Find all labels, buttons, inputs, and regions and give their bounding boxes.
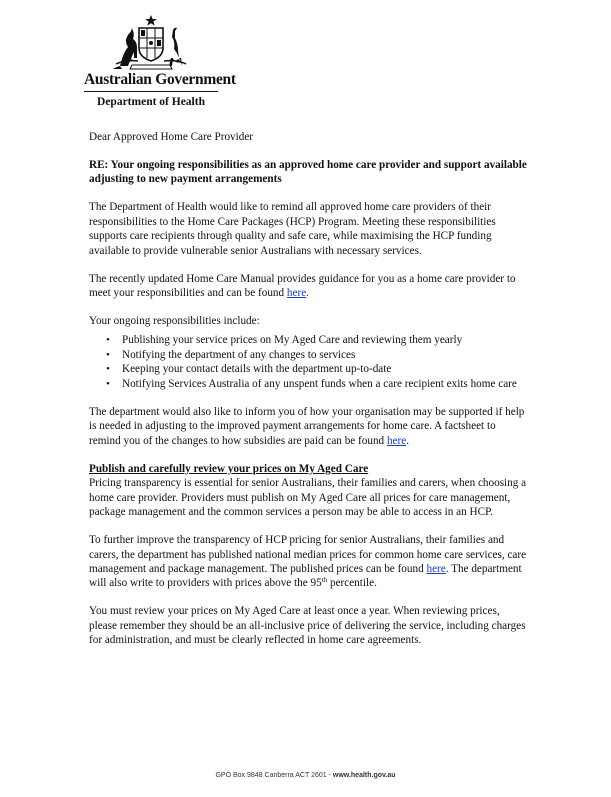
footer-website-link[interactable]: www.health.gov.au	[332, 772, 396, 779]
responsibilities-intro: Your ongoing responsibilities include:	[89, 315, 260, 328]
letterhead-divider	[84, 91, 218, 92]
pricing-paragraph: Pricing transparency is essential for senior Australians, their families and carers, when choosing a home care provider. Providers must publish on My Aged Care all prices for care management, package management and the common services a person may be able to access in an HCP.	[89, 477, 527, 519]
review-paragraph: You must review your prices on My Aged Care at least once a year. When reviewing prices, please remember they should be an all-inclusive price of delivering the service, including charges for administration, and must be clearly reflected in home care agreements.	[89, 605, 526, 647]
support-paragraph-text: The department would also like to inform you of how your organisation may be supported if help is needed in adjusting to the improved payment arrangements for home care. A factsheet to remind you of the changes to how subsidies are paid can be found	[89, 406, 525, 447]
coat-of-arms-icon	[112, 14, 190, 70]
median-prices-text: To further improve the transparency of HCP pricing for senior Australians, their families and carers, the department has published national median prices for common home care services, care management and package management. The published prices can be found	[89, 534, 527, 575]
letterhead	[84, 14, 236, 109]
salutation: Dear Approved Home Care Provider	[89, 131, 254, 143]
responsibilities-list	[89, 333, 529, 391]
section-heading: Publish and carefully review your prices on My Aged Care	[89, 462, 369, 475]
intro-paragraph: The Department of Health would like to remind all approved home care providers of their responsibilities to the Home Care Packages (HCP) Program. Meeting these responsibilities supports care recipients through quality and safe care, while maximising the HCP funding available to provide vulnerable senior Australians with necessary services.	[89, 201, 496, 257]
median-prices-link[interactable]: here	[426, 562, 446, 575]
median-prices-paragraph: To further improve the transparency of HCP pricing for senior Australians, their families and carers, the department has published national median prices for common home care services, care management and package management. The published prices can be found here. The department will also write to providers with prices above the 95th percentile.	[89, 534, 527, 590]
factsheet-link[interactable]: here	[386, 434, 407, 447]
home-care-manual-link[interactable]: here	[286, 287, 307, 300]
subject-line: RE: Your ongoing responsibilities as an approved home care provider and support available adjusting to new payment arrangements	[89, 159, 527, 186]
support-paragraph: The department would also like to inform you of how your organisation may be supported if help is needed in adjusting to the improved payment arrangements for home care. A factsheet to remind you of the changes to how subsidies are paid can be found here.	[89, 406, 525, 447]
footer-address: GPO Box 9848 Canberra ACT 2601 -	[215, 772, 333, 779]
list-item: • Notifying Services Australia of any unspent funds when a care recipient exits home care	[89, 377, 529, 391]
footer	[0, 772, 611, 779]
department-name: Department of Health	[97, 96, 205, 108]
government-name: Australian Government	[84, 71, 236, 88]
manual-paragraph: The recently updated Home Care Manual provides guidance for you as a home care provider to meet your responsibilities and can be found here.	[89, 272, 516, 300]
list-item: • Notifying the department of any changes to services	[89, 348, 529, 362]
list-item: • Publishing your service prices on My Aged Care and reviewing them yearly	[89, 333, 529, 347]
manual-paragraph-text: The recently updated Home Care Manual provides guidance for you as a home care provider to meet your responsibilities and can be found	[89, 272, 516, 300]
letter-body	[89, 130, 529, 661]
list-item: • Keeping your contact details with the department up-to-date	[89, 362, 529, 376]
